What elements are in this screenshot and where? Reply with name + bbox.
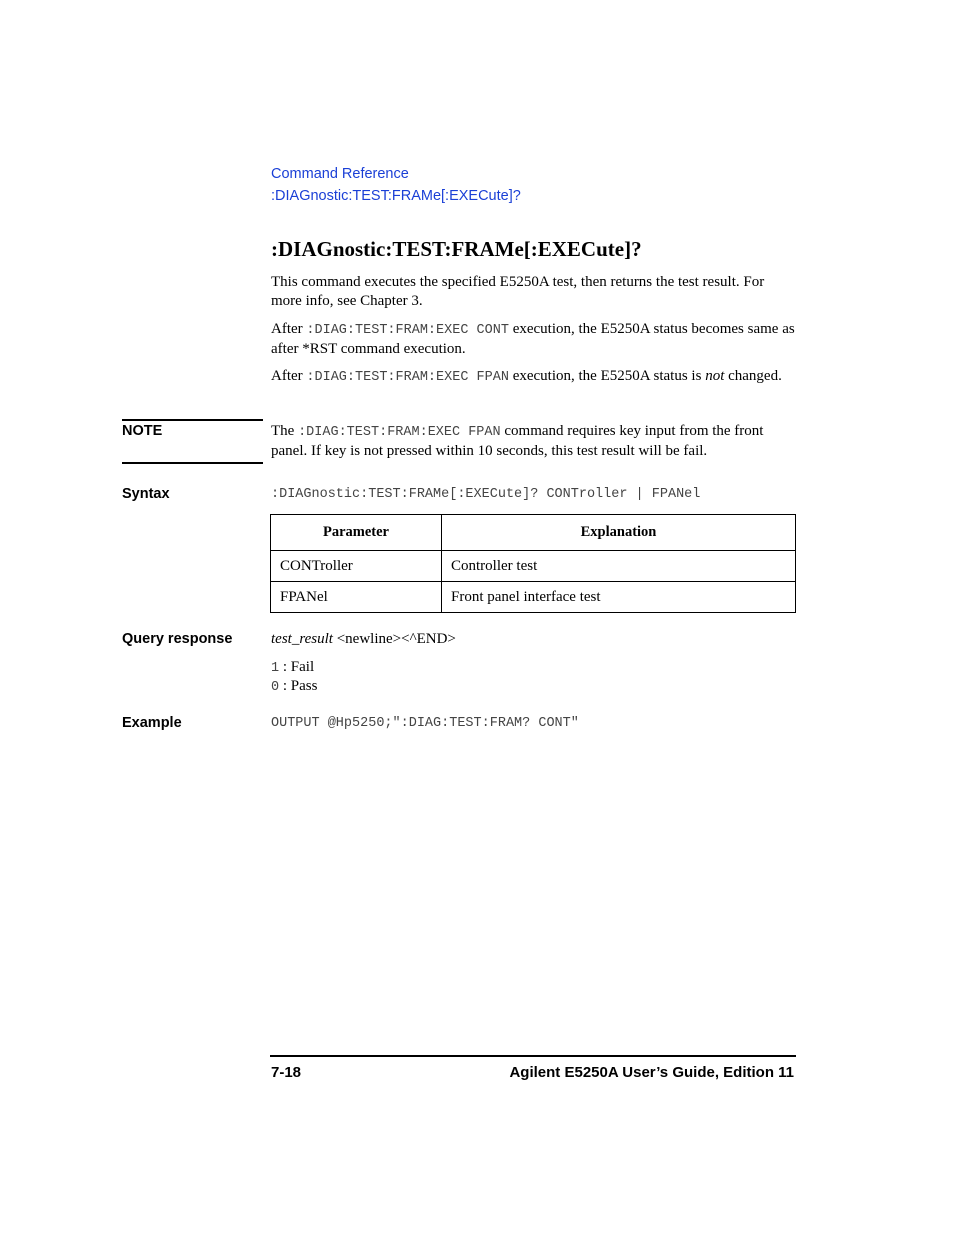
description-p3-suffix: changed. xyxy=(724,368,782,384)
query-response-label: Query response xyxy=(122,631,233,647)
syntax-code: :DIAGnostic:TEST:FRAMe[:EXECute]? CONTroller | FPANel xyxy=(271,487,701,502)
description-p3-middle: execution, the E5250A status is xyxy=(508,368,706,384)
footer-page-number: 7-18 xyxy=(271,1064,302,1081)
query-response-value-1 xyxy=(271,658,796,678)
description-p2-code: :DIAG:TEST:FRAM:EXEC CONT xyxy=(306,323,509,338)
note-text xyxy=(271,422,796,461)
table-cell-explanation: Controller test xyxy=(442,551,796,582)
query-response-value-1-code: 1 xyxy=(271,661,280,676)
table-header-parameter: Parameter xyxy=(271,515,442,551)
note-prefix: The xyxy=(271,423,299,439)
table-header-row xyxy=(271,515,796,551)
example-code: OUTPUT @Hp5250;":DIAG:TEST:FRAM? CONT" xyxy=(271,716,579,731)
description-p2-prefix: After xyxy=(271,321,307,337)
query-response-value-2-text: : Pass xyxy=(279,678,318,694)
parameter-table xyxy=(270,514,796,613)
note-label: NOTE xyxy=(122,423,163,439)
description-paragraph-2 xyxy=(271,320,796,359)
syntax-label: Syntax xyxy=(122,486,170,502)
table-row xyxy=(271,551,796,582)
breadcrumb-section-link[interactable]: Command Reference xyxy=(271,166,409,182)
footer-guide-title: Agilent E5250A User’s Guide, Edition 11 xyxy=(509,1064,794,1081)
breadcrumb-command-link[interactable]: :DIAGnostic:TEST:FRAMe[:EXECute]? xyxy=(271,188,521,204)
note-code: :DIAG:TEST:FRAM:EXEC FPAN xyxy=(298,425,501,440)
query-response-format xyxy=(271,630,796,649)
note-bottom-rule xyxy=(122,462,263,464)
note-suffix: command requires key input from the front panel. If key is not pressed within 10 seconds, this test result will be fail. xyxy=(271,423,764,459)
example-label: Example xyxy=(122,715,182,731)
footer-rule xyxy=(270,1055,796,1057)
table-cell-parameter: FPANel xyxy=(271,582,442,613)
page-title: :DIAGnostic:TEST:FRAMe[:EXECute]? xyxy=(271,237,642,261)
table-cell-parameter: CONTroller xyxy=(271,551,442,582)
table-row xyxy=(271,582,796,613)
description-p3-code: :DIAG:TEST:FRAM:EXEC FPAN xyxy=(306,370,509,385)
description-paragraph-3 xyxy=(271,367,796,387)
table-cell-explanation: Front panel interface test xyxy=(442,582,796,613)
note-top-rule xyxy=(122,419,263,421)
query-response-value-2 xyxy=(271,677,796,697)
description-paragraph-1: This command executes the specified E5250A test, then returns the test result. For more info, see Chapter 3. xyxy=(271,274,765,309)
description-p2-suffix: execution, the E5250A status becomes same as after *RST command execution. xyxy=(271,321,795,357)
query-response-value-1-text: : Fail xyxy=(279,659,315,675)
description-p3-prefix: After xyxy=(271,368,307,384)
table-header-explanation: Explanation xyxy=(442,515,796,551)
query-response-terminator: <newline><^END> xyxy=(332,631,456,647)
query-response-value-2-code: 0 xyxy=(271,680,280,695)
query-response-param: test_result xyxy=(271,631,333,647)
description-p3-emphasis: not xyxy=(705,368,725,384)
